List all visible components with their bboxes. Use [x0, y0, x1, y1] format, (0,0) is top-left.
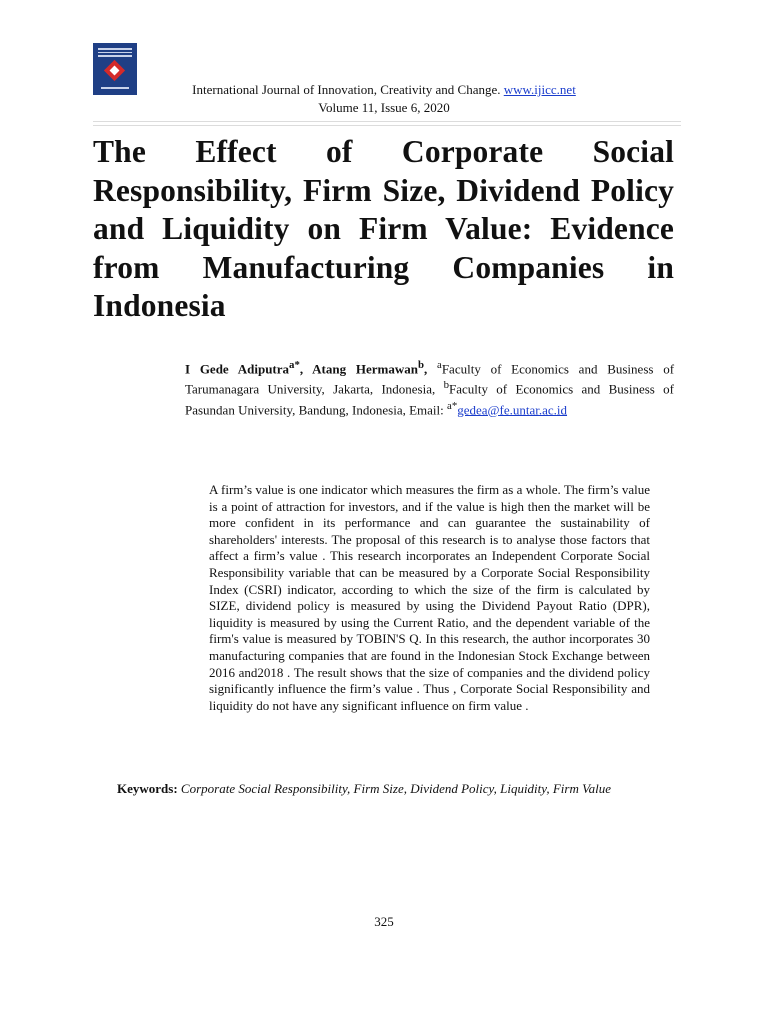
journal-logo — [93, 43, 137, 95]
logo-diamond-icon — [104, 60, 125, 81]
header-divider — [93, 121, 681, 126]
keywords-value: Corporate Social Responsibility, Firm Size, Dividend Policy, Liquidity, Firm Value — [180, 781, 611, 796]
affiliation-a: Faculty of Economics and Business of Tarumanagara University, Jakarta, Indonesia, — [185, 361, 675, 397]
keywords-label: Keywords: — [117, 781, 178, 796]
journal-header — [140, 81, 628, 117]
journal-line — [140, 81, 628, 99]
paper-title: The Effect of Corporate Social Responsibility, Firm Size, Dividend Policy and Liquidity on Firm Value: Evidence from Manufacturing Companies in Indonesia — [93, 134, 674, 323]
email-link[interactable]: gedea@fe.untar.ac.id — [457, 401, 568, 417]
journal-url-link[interactable]: www.ijicc.net — [503, 82, 576, 97]
page-number: 325 — [374, 914, 394, 929]
author-name: Atang Hermawan — [312, 361, 418, 377]
author-block: I Gede Adiputra$^{a*}$, Atang Hermawan$^b$, $^a$Faculty of Economics and Business of Tarumanagara University, Jakarta, Indonesia, $^b$Faculty of Economics and Business of Pasundan University, Bandung, Indonesia, Email: $^{a*}$gedea@fe.untar.ac.id — [185, 359, 675, 417]
author-name: I Gede Adiputra — [185, 361, 290, 377]
affiliation-b: Faculty of Economics and Business of Pasundan University, Bandung, Indonesia, Email: — [185, 381, 674, 417]
keywords — [117, 780, 650, 797]
abstract: A firm’s value is one indicator which measures the firm as a whole. The firm’s value is a point of attraction for investors, and if the value is high then the market will be more confident in its performance and can guarantee the sustainability of shareholders' interests. The proposal of this research is to analyse those factors that affect a firm’s value . This research incorporates an Independent Corporate Social Responsibility variable that can be measured by a Corporate Social Responsibility Index (CSRI) indicator, according to which the size of the firm is calculated by SIZE, dividend policy is measured by using the Dividend Payout Ratio (DPR), liquidity is measured by using the Current Ratio, and the dependent variable of the firm's value is measured by TOBIN'S Q. In this research, the author incorporates 30 manufacturing companies that are found in the Indonesian Stock Exchange between 2016 and2018 . The result shows that the size of companies and the dividend policy significantly influence the firm’s value . Thus , Corporate Social Responsibility and liquidity do not have any significant influence on firm value . — [209, 482, 650, 713]
journal-volume: Volume 11, Issue 6, 2020 — [318, 100, 450, 115]
journal-name: International Journal of Innovation, Creativity and Change. — [192, 82, 501, 97]
